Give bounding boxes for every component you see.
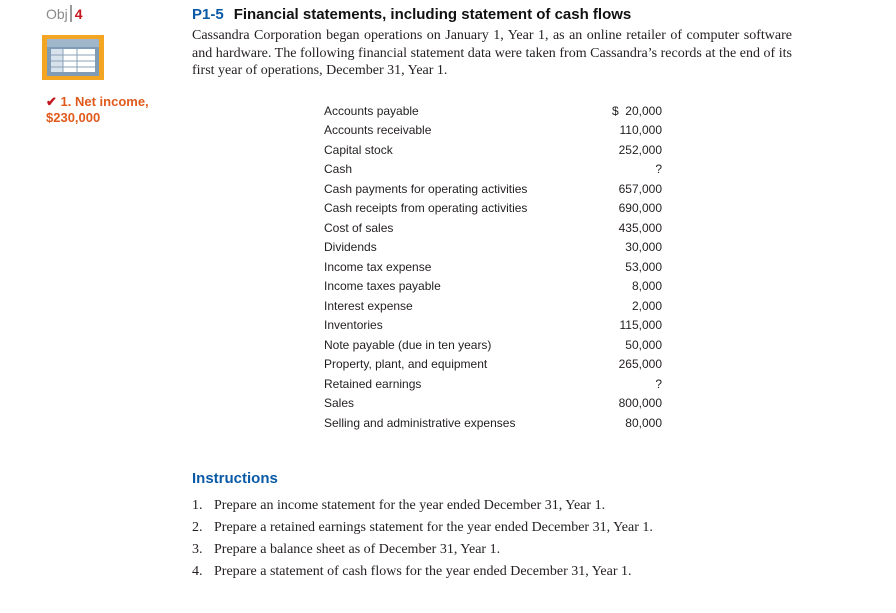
table-row (324, 199, 662, 219)
instruction-text: Prepare a statement of cash flows for the year ended December 31, Year 1. (214, 564, 632, 579)
account-name: Interest expense (324, 298, 413, 313)
account-name: Cash payments for operating activities (324, 181, 528, 196)
problem-intro: Cassandra Corporation began operations on January 1, Year 1, as an online retailer of computer software and hardware. The following financial statement data were taken from Cassandra’s records at the end of its first year of operations, December 31, Year 1. (192, 28, 792, 78)
account-name: Dividends (324, 240, 377, 255)
table-row (324, 101, 662, 121)
account-name: Note payable (due in ten years) (324, 337, 492, 352)
spreadsheet-icon (42, 35, 104, 80)
account-name: Selling and administrative expenses (324, 416, 516, 430)
instruction-text: Prepare a balance sheet as of December 31, Year 1. (214, 542, 501, 557)
instructions-list (192, 497, 653, 585)
check-figure-line1: 1. Net income, (60, 94, 149, 109)
account-name: Accounts receivable (324, 123, 432, 138)
objective-number: 4 (74, 6, 83, 22)
account-amount: 252,000 (618, 142, 662, 157)
instruction-number: 4. (192, 564, 203, 579)
instruction-number: 3. (192, 542, 203, 557)
account-amount: 110,000 (619, 123, 662, 138)
list-item (192, 497, 653, 519)
accounts-table (324, 101, 662, 433)
table-row (324, 257, 662, 277)
table-row (324, 355, 662, 375)
checkmark-icon: ✔ (46, 94, 57, 109)
account-amount: 800,000 (618, 396, 662, 411)
problem-title-text: Financial statements, including statement of cash flows (233, 6, 632, 23)
account-amount: 80,000 (625, 416, 662, 430)
check-figure-line2: $230,000 (46, 110, 101, 125)
account-name: Retained earnings (324, 376, 422, 391)
table-row (324, 277, 662, 297)
table-row (324, 179, 662, 199)
instructions-heading: Instructions (192, 470, 278, 487)
account-amount: ? (655, 376, 662, 391)
account-amount: 50,000 (625, 337, 662, 352)
instruction-text: Prepare an income statement for the year ended December 31, Year 1. (214, 498, 606, 513)
account-name: Capital stock (324, 142, 393, 157)
instruction-number: 2. (192, 520, 203, 535)
check-figure (46, 94, 149, 126)
table-row (324, 160, 662, 180)
list-item (192, 541, 653, 563)
table-row (324, 121, 662, 141)
account-amount: 265,000 (618, 357, 662, 372)
objective-tag (46, 5, 83, 22)
table-row (324, 218, 662, 238)
account-amount: 53,000 (625, 259, 662, 274)
account-amount: $ 20,000 (611, 103, 662, 118)
account-name: Cash receipts from operating activities (324, 201, 528, 216)
account-name: Property, plant, and equipment (324, 357, 488, 372)
account-amount: ? (655, 162, 662, 177)
account-amount: 30,000 (625, 240, 662, 255)
account-name: Inventories (324, 318, 383, 333)
account-amount: 657,000 (618, 181, 662, 196)
table-row (324, 335, 662, 355)
table-row (324, 238, 662, 258)
table-row (324, 316, 662, 336)
problem-number: P1-5 (192, 6, 224, 23)
account-name: Cash (324, 162, 353, 177)
account-amount: 690,000 (618, 201, 662, 216)
divider (70, 5, 72, 22)
account-name: Accounts payable (324, 103, 419, 118)
instruction-number: 1. (192, 498, 203, 513)
account-name: Income tax expense (324, 259, 432, 274)
list-item (192, 519, 653, 541)
account-name: Sales (324, 396, 355, 411)
account-amount: 8,000 (631, 279, 662, 294)
objective-label: Obj (46, 6, 68, 22)
table-row (324, 394, 662, 414)
list-item (192, 563, 653, 585)
table-row (324, 374, 662, 394)
table-row (324, 296, 662, 316)
instruction-text: Prepare a retained earnings statement for the year ended December 31, Year 1. (214, 520, 653, 535)
account-amount: 115,000 (619, 318, 662, 333)
table-row (324, 413, 662, 433)
account-amount: 435,000 (618, 220, 662, 235)
table-row (324, 140, 662, 160)
account-amount: 2,000 (631, 298, 662, 313)
account-name: Cost of sales (324, 220, 394, 235)
account-name: Income taxes payable (324, 279, 441, 294)
problem-title (192, 6, 631, 23)
